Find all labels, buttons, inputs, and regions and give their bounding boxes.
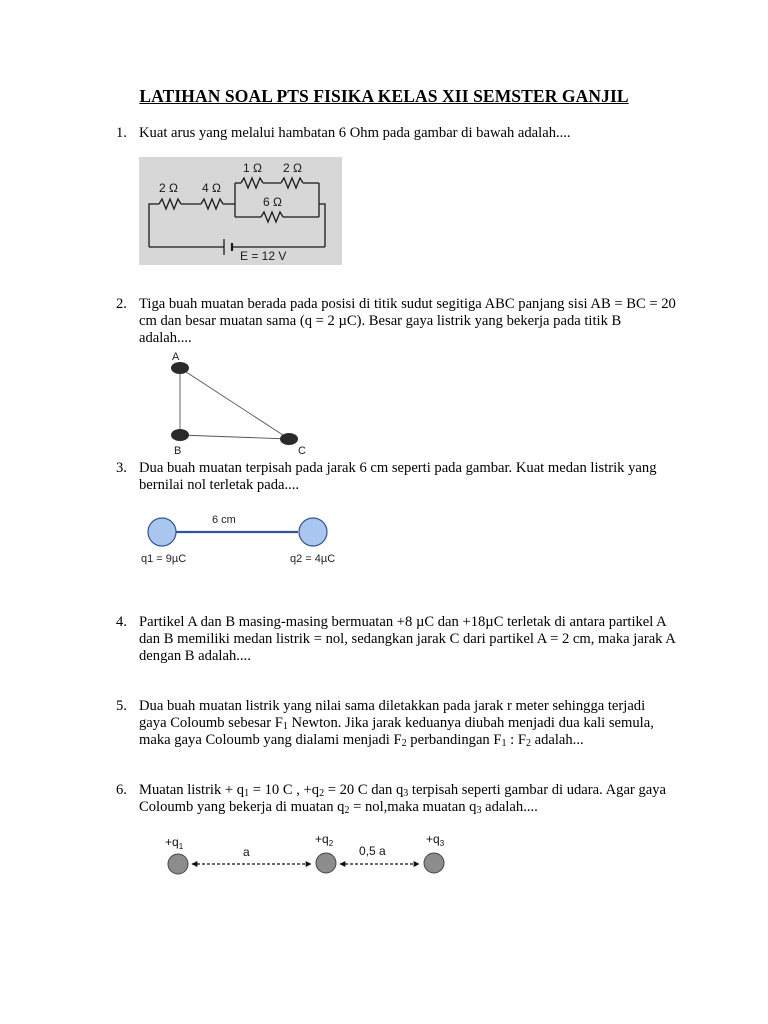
label-2-ohm: 2 Ω xyxy=(159,181,178,195)
label-q1: q1 = 9µC xyxy=(141,553,187,565)
question-number: 2. xyxy=(116,296,127,312)
question-number: 5. xyxy=(116,698,127,714)
question-text: Dua buah muatan terpisah pada jarak 6 cm seperti pada gambar. Kuat medan listrik yang bernilai nol terletak pada.... xyxy=(139,460,657,494)
three-charge-diagram xyxy=(160,826,460,884)
question-5 xyxy=(116,698,676,750)
charge-a xyxy=(171,362,189,374)
label-6-ohm: 6 Ω xyxy=(263,195,282,209)
label-distance: 6 cm xyxy=(212,514,236,526)
label-c: C xyxy=(298,445,306,457)
charge-q1 xyxy=(148,518,176,546)
label-1-ohm: 1 Ω xyxy=(243,161,262,175)
charge-q3 xyxy=(424,853,444,873)
page-title: LATIHAN SOAL PTS FISIKA KELAS XII SEMSTER GANJIL xyxy=(139,86,629,106)
charge-q2 xyxy=(316,853,336,873)
question-text: Partikel A dan B masing-masing bermuatan +8 µC dan +18µC terletak di antara partikel A dan B memiliki medan listrik = nol, sedangkan jarak C dari partikel A = 2 cm, maka jarak A dengan B adalah.... xyxy=(139,614,676,665)
label-q2: $+q_2$ xyxy=(315,832,334,848)
charge-b xyxy=(171,429,189,441)
charge-c xyxy=(280,433,298,445)
label-2-ohm-top: 2 Ω xyxy=(283,161,302,175)
label-emf: E = 12 V xyxy=(240,249,287,263)
two-charge-diagram xyxy=(138,510,353,572)
question-3 xyxy=(116,460,676,494)
question-number: 6. xyxy=(116,782,127,798)
question-number: 1. xyxy=(116,125,127,141)
question-4 xyxy=(116,614,676,666)
label-q1: $+q_1$ xyxy=(165,835,184,851)
label-b: B xyxy=(174,445,182,457)
question-text: Dua buah muatan listrik yang nilai sama diletakkan pada jarak r meter sehingga terjadi gaya Coloumb sebesar $F_1$ Newton. Jika jarak keduanya diubah menjadi dua kali semula, maka gaya Coloumb yang dialami menjadi $F_2$ perbandingan $F_1$ : $F_2$ adalah... xyxy=(139,698,654,750)
question-text: Muatan listrik + $q_1 = 10$ C , $+q_2 = 20$ C dan $q_3$ terpisah seperti gambar di udara. Agar gaya Coloumb yang bekerja di muatan $q_2$ = nol,maka muatan $q_3$ adalah.... xyxy=(139,782,666,817)
label-a: a xyxy=(243,845,250,859)
question-6 xyxy=(116,782,676,816)
question-text: Kuat arus yang melalui hambatan 6 Ohm pada gambar di bawah adalah.... xyxy=(139,125,571,141)
label-a: A xyxy=(172,351,180,363)
circuit-diagram xyxy=(139,157,342,265)
label-half-a: 0,5 a xyxy=(359,844,386,858)
label-q3: $+q_3$ xyxy=(426,832,445,848)
charge-q1 xyxy=(168,854,188,874)
question-number: 3. xyxy=(116,460,127,476)
question-1 xyxy=(116,125,676,142)
question-number: 4. xyxy=(116,614,127,630)
charge-q2 xyxy=(299,518,327,546)
question-text: Tiga buah muatan berada pada posisi di titik sudut segitiga ABC panjang sisi AB = BC = 20 cm dan besar muatan sama (q = 2 µC). Besar gaya listrik yang bekerja pada titik B adalah.... xyxy=(139,296,676,347)
question-2 xyxy=(116,296,676,348)
label-q2: q2 = 4µC xyxy=(290,553,336,565)
label-4-ohm: 4 Ω xyxy=(202,181,221,195)
triangle-diagram xyxy=(166,350,316,458)
